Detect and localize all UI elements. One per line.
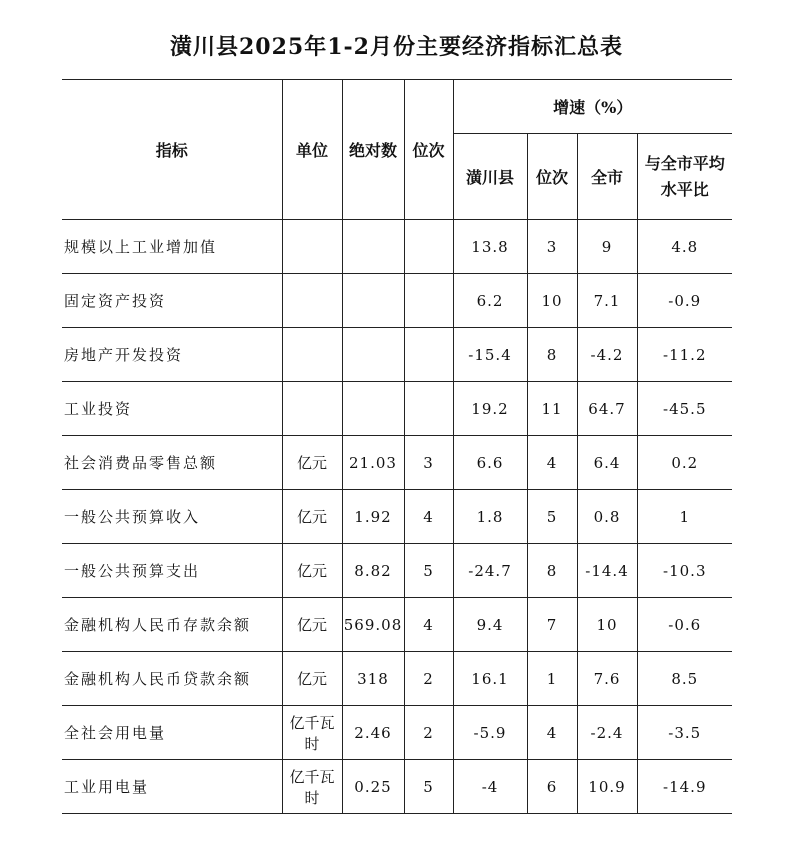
cell-county-growth: 19.2 xyxy=(453,382,527,436)
cell-compare: -14.9 xyxy=(637,760,732,814)
indicator-table xyxy=(62,79,732,814)
cell-unit xyxy=(282,274,342,328)
table-row xyxy=(62,328,732,382)
cell-indicator: 工业用电量 xyxy=(62,760,282,814)
cell-rank: 4 xyxy=(404,598,453,652)
table-row xyxy=(62,598,732,652)
cell-unit: 亿元 xyxy=(282,436,342,490)
table-row xyxy=(62,652,732,706)
cell-absolute xyxy=(342,328,404,382)
cell-compare: -45.5 xyxy=(637,382,732,436)
cell-growth-rank: 7 xyxy=(527,598,577,652)
cell-indicator: 规模以上工业增加值 xyxy=(62,220,282,274)
header-growth-rank: 位次 xyxy=(527,134,577,220)
cell-unit: 亿元 xyxy=(282,598,342,652)
cell-growth-rank: 3 xyxy=(527,220,577,274)
cell-indicator: 一般公共预算支出 xyxy=(62,544,282,598)
cell-indicator: 一般公共预算收入 xyxy=(62,490,282,544)
cell-county-growth: 1.8 xyxy=(453,490,527,544)
cell-rank: 5 xyxy=(404,760,453,814)
cell-unit: 亿元 xyxy=(282,544,342,598)
cell-growth-rank: 11 xyxy=(527,382,577,436)
cell-unit: 亿千瓦时 xyxy=(282,760,342,814)
cell-growth-rank: 8 xyxy=(527,328,577,382)
cell-absolute xyxy=(342,220,404,274)
cell-absolute: 1.92 xyxy=(342,490,404,544)
cell-indicator: 工业投资 xyxy=(62,382,282,436)
cell-county-growth: 16.1 xyxy=(453,652,527,706)
cell-county-growth: -24.7 xyxy=(453,544,527,598)
table-row xyxy=(62,760,732,814)
cell-county-growth: 6.2 xyxy=(453,274,527,328)
cell-absolute xyxy=(342,382,404,436)
cell-compare: -0.6 xyxy=(637,598,732,652)
cell-compare: -10.3 xyxy=(637,544,732,598)
header-unit: 单位 xyxy=(282,80,342,220)
cell-compare: -11.2 xyxy=(637,328,732,382)
cell-rank: 2 xyxy=(404,706,453,760)
cell-county-growth: 6.6 xyxy=(453,436,527,490)
cell-county-growth: -15.4 xyxy=(453,328,527,382)
page-title: 潢川县2025年1-2月份主要经济指标汇总表 xyxy=(170,34,623,60)
cell-unit xyxy=(282,220,342,274)
cell-indicator: 固定资产投资 xyxy=(62,274,282,328)
cell-unit xyxy=(282,328,342,382)
cell-rank xyxy=(404,328,453,382)
cell-compare: 8.5 xyxy=(637,652,732,706)
table-header xyxy=(62,80,732,220)
cell-county-growth: 9.4 xyxy=(453,598,527,652)
table-row xyxy=(62,382,732,436)
table-row xyxy=(62,706,732,760)
cell-rank xyxy=(404,220,453,274)
header-city: 全市 xyxy=(577,134,637,220)
cell-growth-rank: 1 xyxy=(527,652,577,706)
cell-rank xyxy=(404,274,453,328)
cell-indicator: 社会消费品零售总额 xyxy=(62,436,282,490)
cell-compare: -3.5 xyxy=(637,706,732,760)
cell-city-growth: 7.1 xyxy=(577,274,637,328)
cell-rank: 2 xyxy=(404,652,453,706)
cell-absolute: 0.25 xyxy=(342,760,404,814)
table-row xyxy=(62,490,732,544)
header-county: 潢川县 xyxy=(453,134,527,220)
header-growth: 增速（%） xyxy=(453,80,732,134)
header-absolute: 绝对数 xyxy=(342,80,404,220)
cell-absolute: 318 xyxy=(342,652,404,706)
cell-compare: 1 xyxy=(637,490,732,544)
cell-compare: 4.8 xyxy=(637,220,732,274)
cell-growth-rank: 8 xyxy=(527,544,577,598)
cell-compare: 0.2 xyxy=(637,436,732,490)
cell-growth-rank: 5 xyxy=(527,490,577,544)
cell-indicator: 金融机构人民币贷款余额 xyxy=(62,652,282,706)
cell-absolute xyxy=(342,274,404,328)
cell-city-growth: 6.4 xyxy=(577,436,637,490)
cell-city-growth: -14.4 xyxy=(577,544,637,598)
table-row xyxy=(62,274,732,328)
cell-rank: 3 xyxy=(404,436,453,490)
cell-absolute: 2.46 xyxy=(342,706,404,760)
header-rank: 位次 xyxy=(404,80,453,220)
cell-absolute: 8.82 xyxy=(342,544,404,598)
cell-city-growth: 10.9 xyxy=(577,760,637,814)
cell-county-growth: 13.8 xyxy=(453,220,527,274)
cell-absolute: 569.08 xyxy=(342,598,404,652)
cell-city-growth: 10 xyxy=(577,598,637,652)
header-compare: 与全市平均水平比 xyxy=(637,134,732,220)
cell-absolute: 21.03 xyxy=(342,436,404,490)
cell-county-growth: -5.9 xyxy=(453,706,527,760)
cell-unit: 亿千瓦时 xyxy=(282,706,342,760)
cell-city-growth: 64.7 xyxy=(577,382,637,436)
cell-growth-rank: 6 xyxy=(527,760,577,814)
cell-city-growth: -2.4 xyxy=(577,706,637,760)
table-row xyxy=(62,220,732,274)
header-indicator: 指标 xyxy=(62,80,282,220)
cell-rank: 4 xyxy=(404,490,453,544)
cell-rank: 5 xyxy=(404,544,453,598)
cell-unit: 亿元 xyxy=(282,490,342,544)
cell-city-growth: 7.6 xyxy=(577,652,637,706)
cell-city-growth: 0.8 xyxy=(577,490,637,544)
table-row xyxy=(62,436,732,490)
cell-growth-rank: 10 xyxy=(527,274,577,328)
cell-unit xyxy=(282,382,342,436)
cell-growth-rank: 4 xyxy=(527,436,577,490)
table-body xyxy=(62,220,732,814)
cell-indicator: 金融机构人民币存款余额 xyxy=(62,598,282,652)
cell-city-growth: 9 xyxy=(577,220,637,274)
cell-compare: -0.9 xyxy=(637,274,732,328)
cell-city-growth: -4.2 xyxy=(577,328,637,382)
cell-indicator: 全社会用电量 xyxy=(62,706,282,760)
cell-unit: 亿元 xyxy=(282,652,342,706)
cell-indicator: 房地产开发投资 xyxy=(62,328,282,382)
cell-growth-rank: 4 xyxy=(527,706,577,760)
table-row xyxy=(62,544,732,598)
cell-rank xyxy=(404,382,453,436)
cell-county-growth: -4 xyxy=(453,760,527,814)
